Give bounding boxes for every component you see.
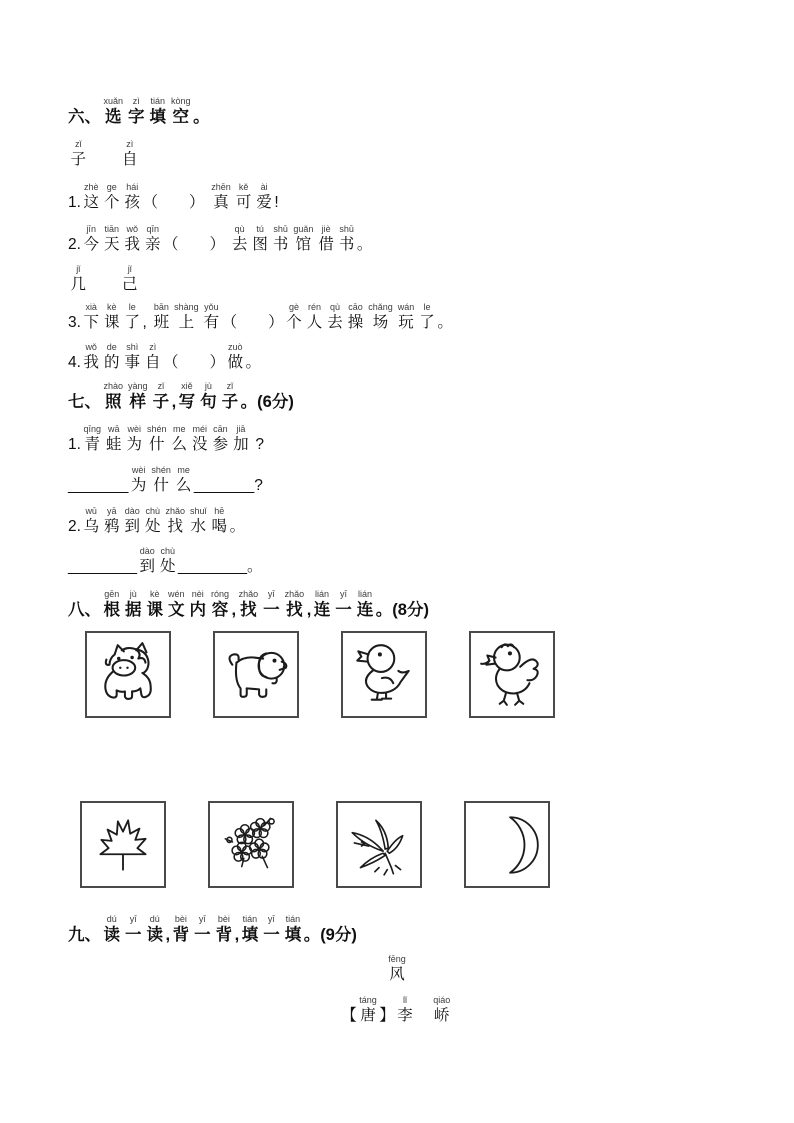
section-six-question-4: 4. wǒ 我 de 的 shì 事 zì 自 （ ） zuò 做 。 [68,342,262,371]
section-seven-question-1: 1. qīng 青 wā 蛙 wèi 为 shén 什 me 么 méi 没 cān 参 jiā 加 ? [68,424,265,453]
chick-icon [475,638,549,712]
maple-leaf-icon [86,808,160,882]
puppy-icon [219,638,293,712]
section-seven-heading: 七、 zhào 照 yàng 样 zǐ 子 , xiě 写 jù 句 zǐ 子 。(6分) [68,381,294,411]
image-box-duckling [341,631,427,718]
section-eight-heading: 八、 gēn 根 jù 据 kè 课 wén 文 nèi 内 róng 容 , zhǎo 找 yī 一 zhǎo 找 , lián 连 yī 一 lián 连 。(8分) [68,589,429,619]
section-seven-question-2: 2. wū 乌 yā 鸦 dào 到 chù 处 zhǎo 找 shuǐ 水 hē 喝 。 [68,506,246,535]
crescent-moon-icon [470,808,544,882]
section-six-heading: 六、 xuǎn 选 zì 字 tián 填 kòng 空 。 [68,96,210,126]
section-six-question-3: 3. xià 下 kè 课 le 了 , bān 班 shàng 上 yǒu 有 （ ） gè 个 rén 人 qù 去 cāo 操 chǎng 场 wán 玩 le 了 。 [68,302,453,331]
poem-author: 【 táng 唐 】 lǐ 李 qiáo 峤 [341,995,451,1024]
section-seven-blank-2: ________ dào 到 chù 处 ________。 [68,546,263,575]
bamboo-leaves-icon [342,808,416,882]
image-box-plum-blossom [208,801,294,888]
image-box-maple-leaf [80,801,166,888]
section-six-choice-pair-1: zǐ 子 zì 自 [70,139,138,168]
image-box-bamboo-leaves [336,801,422,888]
section-eight-images-row-2 [80,801,754,888]
image-box-crescent-moon [464,801,550,888]
section-nine-heading: 九、 dú 读 yī 一 dú 读 , bèi 背 yī 一 bèi 背 , tián 填 yī 一 tián 填 。(9分) [68,914,357,944]
section-six-choice-pair-2: jǐ 几 jǐ 己 [70,264,138,293]
image-box-puppy [213,631,299,718]
duckling-icon [347,638,421,712]
section-six-question-1: 1. zhè 这 ge 个 hái 孩 （ ） zhēn 真 kě 可 ài 爱 ! [68,182,279,211]
section-six-question-2: 2. jīn 今 tiān 天 wǒ 我 qīn 亲 （ ） qù 去 tú 图 shū 书 guǎn 馆 jiè 借 shū 书 。 [68,224,373,253]
pony-icon [91,638,165,712]
section-eight-images-row-1 [85,631,754,718]
poem-title: fēng 风 [388,954,406,983]
plum-blossom-icon [214,808,288,882]
section-seven-blank-1: _______ wèi 为 shén 什 me 么 _______? [68,465,263,494]
image-box-pony [85,631,171,718]
image-box-chick [469,631,555,718]
